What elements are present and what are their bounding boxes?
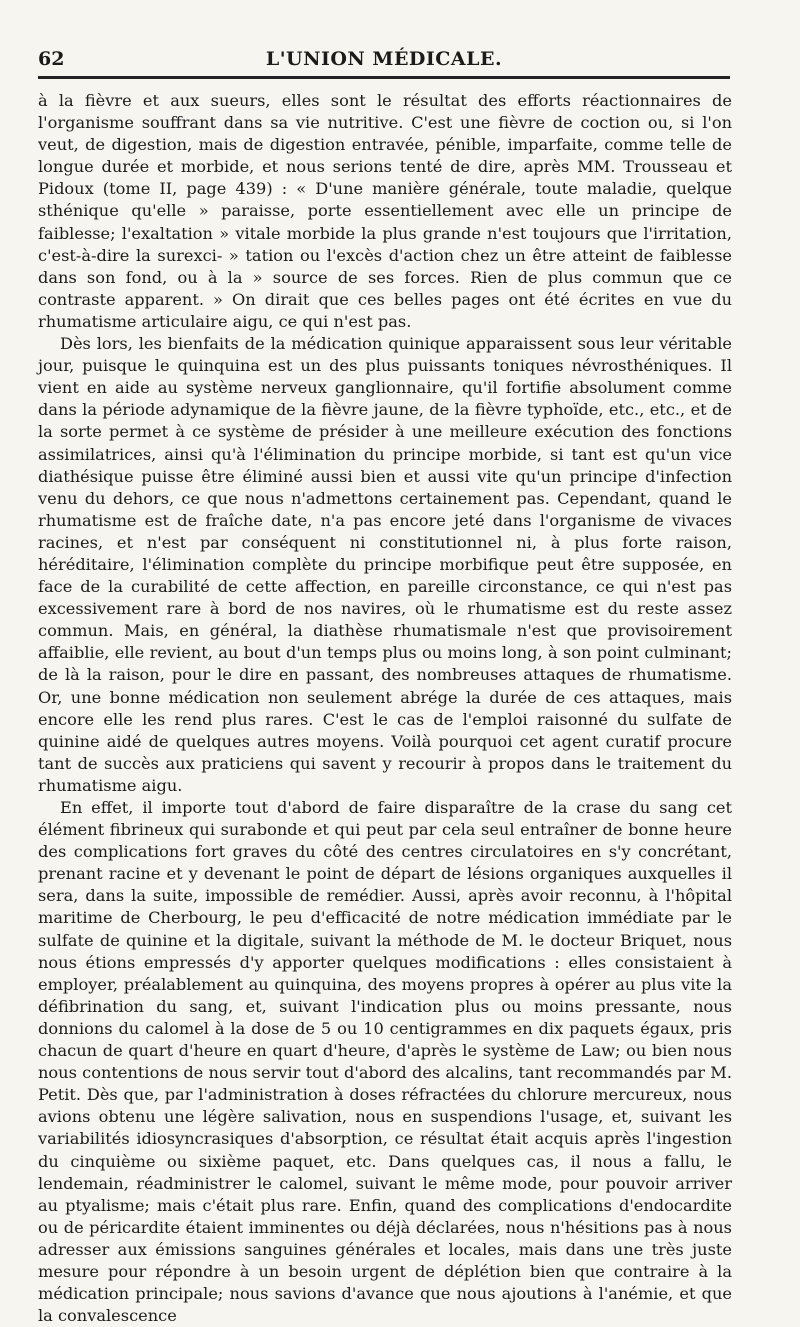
paragraph: En effet, il importe tout d'abord de faire disparaître de la crase du sang cet élément fibrineux qui surabonde et qui peut par cela seul entraîner de bonne heure des complications fort graves du côté des centres circulatoires en s'y concrétant, prenant racine et y devenant le point de départ de lésions organiques auxquelles il sera, dans la suite, impossible de remédier. Aussi, après avoir reconnu, à l'hôpital maritime de Cherbourg, le peu d'efficacité de notre médication immédiate par le sulfate de quinine et la digitale, suivant la méthode de M. le docteur Briquet, nous nous étions empressés d'y apporter quelques modifications : elles consistaient à employer, préalablement au quinquina, des moyens propres à opérer au plus vite la défibrination du sang, et, suivant l'indication plus ou moins pressante, nous donnions du calomel à la dose de 5 ou 10 centigrammes en dix paquets égaux, pris chacun de quart d'heure en quart d'heure, d'après le système de Law; ou bien nous nous contentions de nous servir tout d'abord des alcalins, tant recommandés par M. Petit. Dès que, par l'administration à doses réfractées du chlorure mercureux, nous avions obtenu une légère salivation, nous en suspendions l'usage, et, suivant les variabilités idiosyncrasiques d'absorption, ce résultat était acquis après l'ingestion du cinquième ou sixième paquet, etc. Dans quelques cas, il nous a fallu, le lendemain, réadministrer le calomel, suivant le même mode, pour pouvoir arriver au ptyalisme; mais c'était plus rare. Enfin, quand des complications d'endocardite ou de péricardite étaient imminentes ou déjà déclarées, nous n'hésitions pas à nous adresser aux émissions sanguines générales et locales, mais dans une très juste mesure pour répondre à un besoin urgent de déplétion bien que contraire à la médication principale; nous savions d'avance que nous ajoutions à l'anémie, et que la convalescence — [38, 798, 732, 1326]
header-rule — [38, 76, 730, 79]
page-header — [38, 42, 730, 74]
paragraph: Dès lors, les bienfaits de la médication quinique apparaissent sous leur véritable jour, puisque le quinquina est un des plus puissants toniques névrosthéniques. Il vient en aide au système nerveux ganglionnaire, qu'il fortifie absolument comme dans la période adynamique de la fièvre jaune, de la fièvre typhoïde, etc., etc., et de la sorte permet à ce système de présider à une meilleure exécution des fonctions assimilatrices, ainsi qu'à l'élimination du principe morbide, si tant est qu'un vice diathésique puisse être éliminé aussi bien et aussi vite qu'un principe d'infection venu du dehors, ce que nous n'admettons certainement pas. Cependant, quand le rhumatisme est de fraîche date, n'a pas encore jeté dans l'organisme de vivaces racines, et n'est par conséquent ni constitutionnel ni, à plus forte raison, héréditaire, l'élimination complète du principe morbifique peut être supposée, en face de la curabilité de cette affection, en pareille circonstance, ce qui n'est pas excessivement rare à bord de nos navires, où le rhumatisme est du reste assez commun. Mais, en général, la diathèse rhumatismale n'est que provisoirement affaiblie, elle revient, au bout d'un temps plus ou moins long, à son point culminant; de là la raison, pour le dire en passant, des nombreuses attaques de rhumatisme. Or, une bonne médication non seulement abrége la durée de ces attaques, mais encore elle les rend plus rares. C'est le cas de l'emploi raisonné du sulfate de quinine aidé de quelques autres moyens. Voilà pourquoi cet agent curatif procure tant de succès aux praticiens qui savent y recourir à propos dans le traitement du rhumatisme aigu. — [38, 334, 732, 795]
paragraph: à la fièvre et aux sueurs, elles sont le résultat des efforts réactionnaires de l'organisme souffrant dans sa vie nutritive. C'est une fièvre de coction ou, si l'on veut, de digestion, mais de digestion entravée, pénible, imparfaite, comme telle de longue durée et morbide, et nous serions tenté de dire, après MM. Trousseau et Pidoux (tome II, page 439) : « D'une manière générale, toute maladie, quelque sthénique qu'elle » paraisse, porte essentiellement avec elle un principe de faiblesse; l'exaltation » vitale morbide la plus grande n'est toujours que l'irritation, c'est-à-dire la surexci- » tation ou l'excès d'action chez un être atteint de faiblesse dans son fond, ou à la » source de ses forces. Rien de plus commun que ce contraste apparent. » On dirait que ces belles pages ont été écrites en vue du rhumatisme articulaire aigu, ce qui n'est pas. — [38, 91, 732, 331]
body-text — [38, 90, 732, 1327]
running-title: L'UNION MÉDICALE. — [265, 48, 503, 70]
page-number: 62 — [38, 48, 65, 70]
